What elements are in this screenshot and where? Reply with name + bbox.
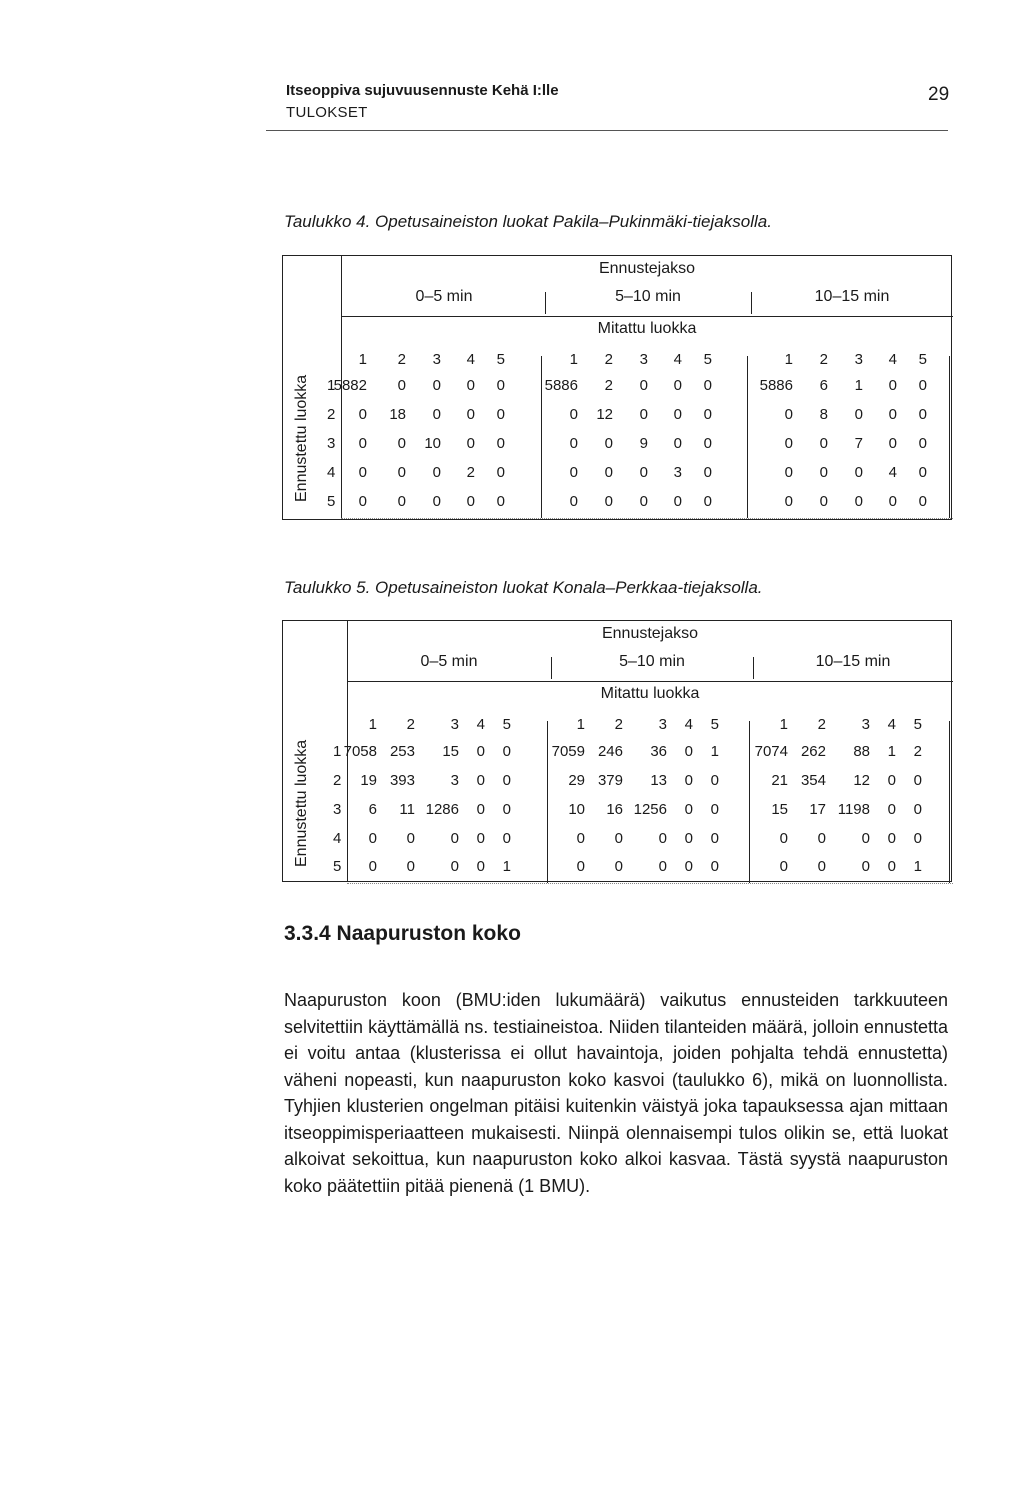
- class-header: 2: [614, 716, 623, 733]
- table-cell: 1: [913, 858, 922, 875]
- table-cell: 0: [861, 858, 870, 875]
- table-cell: 253: [389, 743, 415, 760]
- predicted-class-label: Ennustettu luokka: [293, 374, 310, 502]
- class-header: 4: [684, 716, 693, 733]
- table-cell: 1256: [633, 801, 667, 818]
- table-cell: 0: [502, 801, 511, 818]
- table-cell: 0: [854, 406, 863, 423]
- table-cell: 0: [450, 858, 459, 875]
- table-cell: 0: [614, 858, 623, 875]
- class-header: 4: [888, 351, 897, 368]
- table-cell: 1: [887, 743, 896, 760]
- table-cell: 0: [684, 801, 693, 818]
- table-cell: 2: [604, 377, 613, 394]
- table-cell: 0: [476, 830, 485, 847]
- table-cell: 0: [496, 464, 505, 481]
- table-cell: 0: [397, 493, 406, 510]
- table-cell: 0: [684, 858, 693, 875]
- table-cell: 0: [658, 830, 667, 847]
- row-label: 3: [327, 435, 336, 452]
- class-header: 5: [703, 351, 712, 368]
- class-header: 1: [368, 716, 377, 733]
- group-divider: [545, 292, 546, 314]
- table-cell: 7058: [343, 743, 377, 760]
- table-cell: 246: [597, 743, 623, 760]
- group-label: 10–15 min: [814, 288, 890, 305]
- table-cell: 15: [771, 801, 788, 818]
- table-cell: 0: [476, 858, 485, 875]
- table-cell: 0: [466, 377, 475, 394]
- table-cell: 0: [466, 406, 475, 423]
- table-cell: 1: [502, 858, 511, 875]
- table-cell: 0: [406, 858, 415, 875]
- table-cell: 7074: [754, 743, 788, 760]
- table-cell: 11: [399, 801, 415, 818]
- document-title: Itseoppiva sujuvuusennuste Kehä I:lle: [286, 82, 559, 99]
- header-rule: [341, 316, 953, 317]
- forecast-period-label: Ennustejakso: [598, 260, 696, 277]
- table-cell: 0: [887, 801, 896, 818]
- table-cell: 0: [918, 493, 927, 510]
- section-heading: 3.3.4 Naapuruston koko: [284, 922, 521, 945]
- table-cell: 0: [604, 464, 613, 481]
- table-cell: 0: [432, 493, 441, 510]
- row-label: 3: [333, 801, 342, 818]
- table-cell: 0: [406, 830, 415, 847]
- table-cell: 0: [476, 772, 485, 789]
- group-label: 0–5 min: [420, 653, 478, 670]
- table-cell: 29: [568, 772, 585, 789]
- row-label: 1: [333, 743, 342, 760]
- row-label: 4: [333, 830, 342, 847]
- measured-class-label: Mitattu luokka: [600, 685, 700, 702]
- table-cell: 4: [888, 464, 897, 481]
- table-cell: 354: [800, 772, 826, 789]
- class-header: 2: [604, 351, 613, 368]
- table-cell: 0: [466, 493, 475, 510]
- row-label: 5: [327, 493, 336, 510]
- class-header: 3: [658, 716, 667, 733]
- group-divider: [753, 657, 754, 679]
- table-cell: 0: [918, 377, 927, 394]
- table-cell: 0: [397, 464, 406, 481]
- table-cell: 0: [887, 858, 896, 875]
- table-cell: 0: [684, 772, 693, 789]
- table-cell: 0: [888, 435, 897, 452]
- table-cell: 0: [358, 464, 367, 481]
- class-header: 4: [887, 716, 896, 733]
- table-cell: 0: [432, 464, 441, 481]
- table-cell: 0: [779, 858, 788, 875]
- table-cell: 0: [703, 435, 712, 452]
- class-header: 1: [569, 351, 578, 368]
- table-cell: 0: [710, 801, 719, 818]
- table-cell: 0: [918, 406, 927, 423]
- table-cell: 0: [658, 858, 667, 875]
- group-label: 0–5 min: [415, 288, 473, 305]
- table-cell: 0: [358, 493, 367, 510]
- class-header: 2: [817, 716, 826, 733]
- table-cell: 0: [918, 464, 927, 481]
- table-cell: 0: [784, 406, 793, 423]
- table-cell: 0: [817, 830, 826, 847]
- table-4: [282, 255, 952, 520]
- table-cell: 0: [576, 830, 585, 847]
- table-cell: 0: [703, 377, 712, 394]
- class-header: 3: [854, 351, 863, 368]
- table-cell: 0: [496, 406, 505, 423]
- class-header: 4: [476, 716, 485, 733]
- table-cell: 7059: [551, 743, 585, 760]
- group-divider: [551, 657, 552, 679]
- predicted-class-label: Ennustettu luokka: [293, 739, 310, 867]
- group-label: 10–15 min: [815, 653, 891, 670]
- table-cell: 393: [389, 772, 415, 789]
- table-cell: 0: [887, 830, 896, 847]
- table-cell: 5882: [333, 377, 367, 394]
- group-label: 5–10 min: [615, 288, 681, 305]
- table-cell: 0: [888, 377, 897, 394]
- table-cell: 0: [784, 493, 793, 510]
- table-cell: 0: [817, 858, 826, 875]
- table-cell: 0: [397, 435, 406, 452]
- table-cell: 0: [784, 435, 793, 452]
- row-label: 2: [333, 772, 342, 789]
- table-cell: 6: [819, 377, 828, 394]
- table-cell: 0: [673, 406, 682, 423]
- table-cell: 0: [913, 801, 922, 818]
- table-cell: 0: [703, 406, 712, 423]
- table-cell: 9: [639, 435, 648, 452]
- table-cell: 0: [496, 377, 505, 394]
- table-cell: 0: [913, 830, 922, 847]
- class-header: 5: [496, 351, 505, 368]
- table-cell: 19: [360, 772, 377, 789]
- table-cell: 0: [496, 435, 505, 452]
- group-divider: [949, 721, 950, 883]
- table-cell: 10: [568, 801, 585, 818]
- table-cell: 0: [466, 435, 475, 452]
- table-cell: 5886: [544, 377, 578, 394]
- table-bottom-rule: [347, 883, 953, 884]
- row-label: 1: [327, 377, 336, 394]
- table-cell: 36: [650, 743, 667, 760]
- table-cell: 0: [358, 406, 367, 423]
- table-cell: 0: [639, 464, 648, 481]
- table-cell: 21: [771, 772, 788, 789]
- table-cell: 0: [673, 377, 682, 394]
- table-cell: 0: [888, 406, 897, 423]
- table-cell: 10: [424, 435, 441, 452]
- table-cell: 0: [784, 464, 793, 481]
- table-5-caption: Taulukko 5. Opetusaineiston luokat Konala–Perkkaa-tiejaksolla.: [284, 578, 763, 597]
- class-header: 5: [502, 716, 511, 733]
- table-cell: 379: [597, 772, 623, 789]
- class-header: 4: [673, 351, 682, 368]
- table-cell: 13: [650, 772, 667, 789]
- table-cell: 0: [569, 464, 578, 481]
- table-cell: 1: [854, 377, 863, 394]
- class-header: 3: [639, 351, 648, 368]
- class-header: 2: [819, 351, 828, 368]
- class-header: 3: [450, 716, 459, 733]
- forecast-period-label: Ennustejakso: [601, 625, 699, 642]
- table-cell: 0: [576, 858, 585, 875]
- table-cell: 0: [614, 830, 623, 847]
- class-header: 1: [784, 351, 793, 368]
- table-cell: 0: [569, 406, 578, 423]
- table-cell: 0: [888, 493, 897, 510]
- table-cell: 0: [432, 406, 441, 423]
- table-cell: 0: [569, 493, 578, 510]
- body-paragraph: Naapuruston koon (BMU:iden lukumäärä) vaikutus ennusteiden tarkkuuteen selvitettiin käyttämällä ns. testiaineistoa. Niiden tilanteiden määrä, jolloin ennustetta ei voitu antaa (klusterissa ei ollut havaintoja, joiden pohjalta tehdä ennustetta) väheni nopeasti, kun naapuruston koko kasvoi (taulukko 6), mikä on luonnollista. Tyhjien klusterien ongelman pitäisi kuitenkin väistyä joka tapauksessa ajan mittaan itseoppimisperiaatteen mukaisesti. Niinpä olennaisempi tulos olikin se, että luokat alkoivat sekoittua, kun naapuruston koko alkoi kasvaa. Tästä syystä naapuruston koko päätettiin pitää pienenä (1 BMU).: [284, 990, 948, 1196]
- group-label: 5–10 min: [619, 653, 685, 670]
- table-cell: 1198: [837, 801, 870, 818]
- table-cell: 262: [800, 743, 826, 760]
- table-cell: 0: [450, 830, 459, 847]
- table-cell: 0: [779, 830, 788, 847]
- header-divider: [266, 130, 948, 131]
- table-cell: 0: [502, 743, 511, 760]
- table-cell: 0: [502, 772, 511, 789]
- table-cell: 0: [703, 464, 712, 481]
- table-cell: 88: [853, 743, 870, 760]
- table-cell: 2: [466, 464, 475, 481]
- class-header: 5: [918, 351, 927, 368]
- table-cell: 12: [596, 406, 613, 423]
- table-cell: 0: [710, 772, 719, 789]
- header-rule: [347, 681, 953, 682]
- table-4-caption: Taulukko 4. Opetusaineiston luokat Pakila–Pukinmäki-tiejaksolla.: [284, 212, 772, 231]
- table-cell: 17: [809, 801, 826, 818]
- table-cell: 0: [569, 435, 578, 452]
- class-header: 5: [913, 716, 922, 733]
- table-bottom-rule: [341, 518, 953, 519]
- table-cell: 7: [854, 435, 863, 452]
- table-cell: 12: [853, 772, 870, 789]
- table-cell: 0: [476, 801, 485, 818]
- table-cell: 0: [710, 858, 719, 875]
- table-cell: 3: [673, 464, 682, 481]
- table-cell: 1: [710, 743, 719, 760]
- table-cell: 0: [861, 830, 870, 847]
- table-cell: 3: [450, 772, 459, 789]
- table-cell: 0: [639, 377, 648, 394]
- row-label: 4: [327, 464, 336, 481]
- table-cell: 0: [604, 493, 613, 510]
- table-cell: 0: [604, 435, 613, 452]
- table-cell: 0: [368, 830, 377, 847]
- table-cell: 0: [684, 743, 693, 760]
- class-header: 3: [861, 716, 870, 733]
- table-5: [282, 620, 952, 882]
- table-cell: 0: [673, 435, 682, 452]
- class-header: 1: [779, 716, 788, 733]
- table-cell: 15: [442, 743, 459, 760]
- table-cell: 0: [913, 772, 922, 789]
- class-header: 2: [397, 351, 406, 368]
- table-cell: 0: [887, 772, 896, 789]
- table-cell: 0: [819, 493, 828, 510]
- group-divider: [949, 356, 950, 518]
- table-cell: 0: [476, 743, 485, 760]
- group-divider: [751, 292, 752, 314]
- table-cell: 18: [389, 406, 406, 423]
- class-header: 5: [710, 716, 719, 733]
- table-cell: 0: [918, 435, 927, 452]
- table-cell: 0: [368, 858, 377, 875]
- class-header: 2: [406, 716, 415, 733]
- class-header: 1: [576, 716, 585, 733]
- table-cell: 0: [854, 493, 863, 510]
- class-header: 3: [432, 351, 441, 368]
- table-cell: 8: [819, 406, 828, 423]
- table-cell: 0: [703, 493, 712, 510]
- table-cell: 0: [432, 377, 441, 394]
- table-cell: 0: [819, 464, 828, 481]
- table-cell: 0: [819, 435, 828, 452]
- table-cell: 2: [913, 743, 922, 760]
- table-cell: 0: [854, 464, 863, 481]
- table-cell: 0: [358, 435, 367, 452]
- table-cell: 0: [496, 493, 505, 510]
- table-cell: 16: [606, 801, 623, 818]
- table-cell: 6: [368, 801, 377, 818]
- table-cell: 0: [502, 830, 511, 847]
- page-number: 29: [928, 84, 950, 105]
- class-header: 1: [358, 351, 367, 368]
- table-cell: 0: [710, 830, 719, 847]
- table-cell: 0: [397, 377, 406, 394]
- row-label: 5: [333, 858, 342, 875]
- chapter-name: TULOKSET: [286, 104, 368, 121]
- table-cell: 5886: [759, 377, 793, 394]
- table-cell: 0: [673, 493, 682, 510]
- table-cell: 1286: [425, 801, 459, 818]
- table-cell: 0: [639, 406, 648, 423]
- table-cell: 0: [639, 493, 648, 510]
- row-label: 2: [327, 406, 336, 423]
- measured-class-label: Mitattu luokka: [597, 320, 697, 337]
- table-cell: 0: [684, 830, 693, 847]
- class-header: 4: [466, 351, 475, 368]
